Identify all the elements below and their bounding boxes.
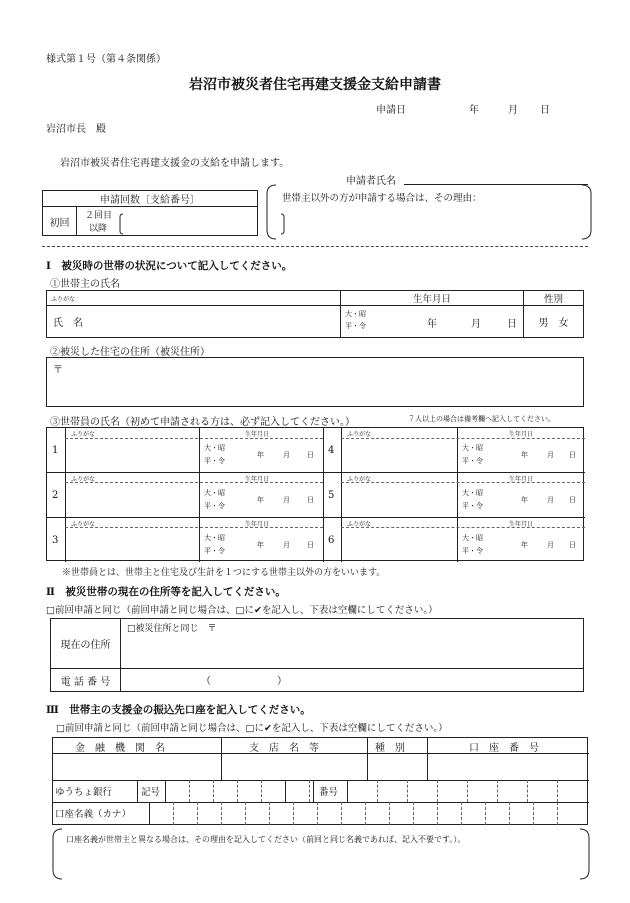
members-note: ７人以上の場合は備考欄へ記入してください。: [408, 415, 555, 423]
current-address-label: 現在の住所: [51, 619, 121, 669]
member-num-6: 6: [328, 535, 335, 546]
addressee: 岩沼市長 殿: [46, 124, 106, 135]
member-furigana-1[interactable]: ふりがな: [71, 431, 96, 438]
member-furigana-6[interactable]: ふりがな: [347, 521, 372, 528]
member-furigana-3[interactable]: ふりがな: [71, 521, 96, 528]
date-year: 年: [469, 105, 479, 116]
head-birth-field[interactable]: [341, 306, 524, 338]
gender-male[interactable]: 男: [538, 318, 549, 329]
member-month-4: 月: [547, 451, 554, 459]
member-year-4: 年: [521, 451, 528, 459]
member-furigana-2[interactable]: ふりがな: [71, 476, 96, 483]
member-year-1: 年: [257, 451, 264, 459]
holder-label: 口座名義（カナ）: [55, 809, 132, 820]
member-month-5: 月: [547, 496, 554, 504]
date-label: 申請日: [376, 105, 406, 116]
member-month-1: 月: [283, 451, 290, 459]
member-day-2: 日: [307, 496, 314, 504]
member-birth-label-4: 生年月日: [509, 431, 534, 438]
members-table: [46, 427, 584, 561]
member-day-3: 日: [307, 541, 314, 549]
count-second[interactable]: [77, 207, 258, 236]
account-number-label: 口 座 番 号: [469, 743, 539, 754]
head-table: [46, 290, 584, 338]
member-day-4: 日: [569, 451, 576, 459]
account-type-field[interactable]: [369, 755, 425, 779]
head-gender-field[interactable]: [524, 306, 584, 338]
intro-text: 岩沼市被災者住宅再建支援金の支給を申請します。: [60, 158, 290, 169]
member-birth-label-1: 生年月日: [245, 431, 270, 438]
bango-label: 番号: [319, 787, 339, 798]
head-era1: 大・昭: [345, 310, 366, 318]
member-day-6: 日: [569, 541, 576, 549]
head-month: 月: [471, 319, 481, 330]
member-birth-label-5: 生年月日: [509, 476, 534, 483]
current-address-field[interactable]: [121, 619, 584, 669]
address-label: ②被災した住宅の住所（被災住所）: [50, 347, 210, 358]
section3-heading: Ⅲ 世帯主の支援金の振込先口座を記入してください。: [46, 704, 311, 716]
section2-same-checkbox[interactable]: □前回申請と同じ（前回申請と同じ場合は、□に✔を記入し、下表は空欄にしてください。）: [46, 605, 438, 616]
member-era2-5: 平・令: [462, 502, 483, 510]
section2-heading: Ⅱ 被災世帯の現在の住所等を記入してください。: [46, 586, 286, 598]
member-era2-6: 平・令: [462, 547, 483, 555]
member-birth-label-2: 生年月日: [245, 476, 270, 483]
member-furigana-5[interactable]: ふりがな: [347, 476, 372, 483]
head-birth-label: 生年月日: [341, 291, 524, 306]
bank-table: [52, 737, 588, 825]
member-birth-label-3: 生年月日: [245, 521, 270, 528]
member-num-2: 2: [52, 490, 59, 501]
member-era1-2: 大・昭: [204, 489, 225, 497]
head-name-label: ①世帯主の氏名: [50, 279, 120, 290]
head-gender-label: 性別: [524, 291, 584, 306]
member-day-5: 日: [569, 496, 576, 504]
separator-line: [42, 246, 588, 247]
member-era1-4: 大・昭: [462, 444, 483, 452]
date-month: 月: [508, 105, 518, 116]
count-first[interactable]: 初回: [43, 207, 77, 236]
branch-label: 支 店 名 等: [249, 743, 319, 754]
member-furigana-4[interactable]: ふりがな: [347, 431, 372, 438]
holder-reason-text[interactable]: 口座名義が世帯主と異なる場合は、その理由を記入してください（前回と同じ名義であれば、記入不要です。）。: [66, 835, 466, 844]
member-birth-label-6: 生年月日: [509, 521, 534, 528]
count-second-line2: 以降: [89, 224, 108, 234]
gender-female[interactable]: 女: [558, 318, 569, 329]
current-address-table: [50, 618, 584, 692]
phone-label: 電 話 番 号: [51, 669, 121, 692]
head-furigana[interactable]: ふりがな: [47, 291, 341, 306]
section3-same-checkbox[interactable]: □前回申請と同じ（前回申請と同じ場合は、□に✔を記入し、下表は空欄にしてください。）: [56, 723, 448, 734]
phone-paren-close: ）: [277, 676, 287, 687]
head-name-field[interactable]: [47, 306, 341, 338]
member-num-1: 1: [52, 445, 59, 456]
count-second-line1: ２回目: [85, 211, 113, 221]
yucho-label: ゆうちょ銀行: [55, 787, 113, 798]
count-bracket-icon: [119, 213, 289, 235]
member-year-3: 年: [257, 541, 264, 549]
holder-field[interactable]: [150, 803, 588, 824]
phone-paren-open: （: [201, 676, 211, 687]
member-day-1: 日: [307, 451, 314, 459]
member-era1-5: 大・昭: [462, 489, 483, 497]
members-label: ③世帯員の氏名（初めて申請される方は、必ず記入してください。）: [50, 417, 355, 428]
same-as-disaster-checkbox[interactable]: □被災住所と同じ 〒: [127, 624, 217, 634]
member-era1-6: 大・昭: [462, 534, 483, 542]
date-day: 日: [540, 105, 550, 116]
member-year-2: 年: [257, 496, 264, 504]
member-era1-3: 大・昭: [204, 534, 225, 542]
page-title: 岩沼市被災者住宅再建支援金支給申請書: [189, 77, 441, 93]
member-era2-4: 平・令: [462, 457, 483, 465]
section1-heading: Ⅰ 被災時の世帯の状況について記入してください。: [46, 260, 293, 272]
member-num-4: 4: [328, 445, 335, 456]
member-month-2: 月: [283, 496, 290, 504]
phone-field[interactable]: [121, 669, 584, 692]
member-num-3: 3: [52, 535, 59, 546]
bank-name-field[interactable]: [55, 755, 219, 779]
count-title: 申請回数〔支給番号〕: [43, 191, 258, 207]
applicant-name-label: 申請者氏名: [346, 176, 396, 187]
head-year: 年: [427, 319, 437, 330]
disaster-postal: 〒: [53, 365, 63, 376]
member-month-6: 月: [547, 541, 554, 549]
member-num-5: 5: [328, 490, 335, 501]
member-era2-3: 平・令: [204, 547, 225, 555]
head-era2: 平・令: [345, 322, 366, 330]
members-footnote: ※世帯員とは、世帯主と住宅及び生計を１つにする世帯主以外の方をいいます。: [62, 568, 386, 578]
member-era1-1: 大・昭: [204, 444, 225, 452]
bank-name-label: 金 融 機 関 名: [75, 743, 165, 754]
member-year-6: 年: [521, 541, 528, 549]
member-year-5: 年: [521, 496, 528, 504]
account-type-label: 種 別: [375, 743, 405, 754]
application-count-box: [42, 190, 258, 236]
member-era2-1: 平・令: [204, 457, 225, 465]
member-month-3: 月: [283, 541, 290, 549]
head-name-label-text: 氏 名: [53, 318, 83, 329]
branch-field[interactable]: [223, 755, 365, 779]
form-number: 様式第１号（第４条関係）: [46, 54, 166, 65]
kigo-field[interactable]: [166, 781, 284, 801]
kigo-label: 記号: [141, 787, 161, 798]
account-number-field[interactable]: [429, 755, 587, 779]
reason-text[interactable]: 世帯主以外の方が申請する場合は、その理由：: [282, 193, 482, 204]
member-era2-2: 平・令: [204, 502, 225, 510]
disaster-address-field[interactable]: [46, 357, 584, 407]
bango-field[interactable]: [348, 781, 588, 801]
head-day: 日: [507, 319, 517, 330]
